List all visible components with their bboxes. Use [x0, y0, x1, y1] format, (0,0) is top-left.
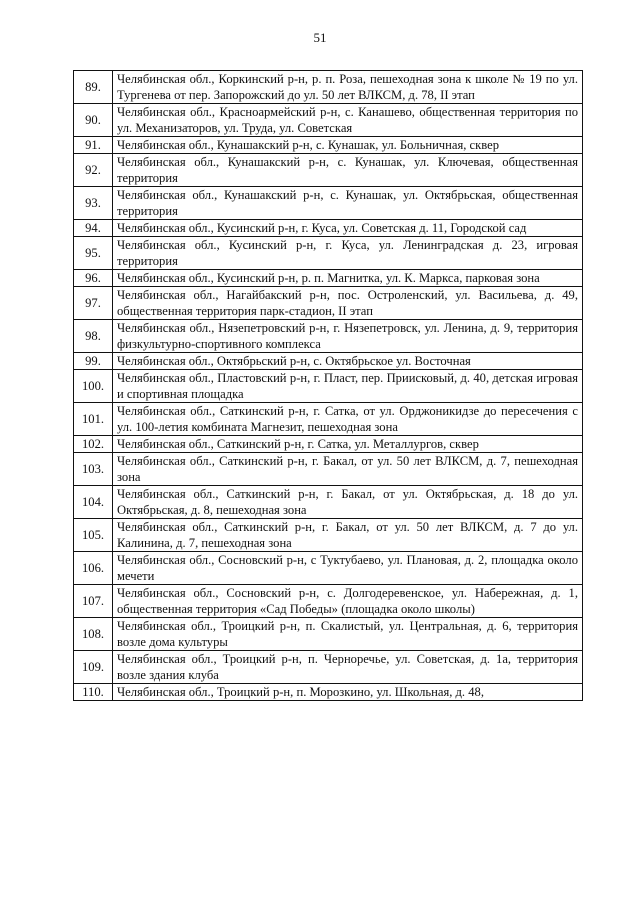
table-row [74, 237, 583, 270]
row-address: Челябинская обл., Саткинский р-н, г. Сатка, ул. Металлургов, сквер [113, 436, 583, 453]
row-number: 106. [74, 552, 113, 585]
table-row [74, 187, 583, 220]
table-row [74, 220, 583, 237]
territory-list-table [73, 70, 583, 701]
row-number: 100. [74, 370, 113, 403]
row-number: 92. [74, 154, 113, 187]
row-address: Челябинская обл., Кунашакский р-н, с. Кунашак, ул. Ключевая, общественная территория [113, 154, 583, 187]
table-row [74, 618, 583, 651]
table-row [74, 370, 583, 403]
table-row [74, 651, 583, 684]
row-number: 94. [74, 220, 113, 237]
row-address: Челябинская обл., Троицкий р-н, п. Скалистый, ул. Центральная, д. 6, территория возле дома культуры [113, 618, 583, 651]
row-number: 103. [74, 453, 113, 486]
table-row [74, 453, 583, 486]
row-address: Челябинская обл., Саткинский р-н, г. Бакал, от ул. 50 лет ВЛКСМ, д. 7 до ул. Калинина, д. 7, пешеходная зона [113, 519, 583, 552]
table-row [74, 71, 583, 104]
row-address: Челябинская обл., Нязепетровский р-н, г. Нязепетровск, ул. Ленина, д. 9, территория физкультурно-спортивного комплекса [113, 320, 583, 353]
table-row [74, 436, 583, 453]
table-row [74, 287, 583, 320]
table-row [74, 403, 583, 436]
table-row [74, 154, 583, 187]
row-address: Челябинская обл., Октябрьский р-н, с. Октябрьское ул. Восточная [113, 353, 583, 370]
table-row [74, 270, 583, 287]
row-number: 90. [74, 104, 113, 137]
table-row [74, 137, 583, 154]
row-address: Челябинская обл., Саткинский р-н, г. Бакал, от ул. Октябрьская, д. 18 до ул. Октябрьская, д. 8, пешеходная зона [113, 486, 583, 519]
row-address: Челябинская обл., Кунашакский р-н, с. Кунашак, ул. Больничная, сквер [113, 137, 583, 154]
row-number: 110. [74, 684, 113, 701]
row-number: 98. [74, 320, 113, 353]
row-number: 102. [74, 436, 113, 453]
row-number: 91. [74, 137, 113, 154]
row-number: 108. [74, 618, 113, 651]
table-row [74, 486, 583, 519]
row-address: Челябинская обл., Пластовский р-н, г. Пласт, пер. Приисковый, д. 40, детская игровая и спортивная площадка [113, 370, 583, 403]
table-row [74, 585, 583, 618]
page-number: 51 [313, 30, 327, 45]
table-row [74, 684, 583, 701]
table-row [74, 519, 583, 552]
row-address: Челябинская обл., Нагайбакский р-н, пос. Остроленский, ул. Васильева, д. 49, общественная территория парк-стадион, II этап [113, 287, 583, 320]
table-row [74, 104, 583, 137]
row-address: Челябинская обл., Кусинский р-н, г. Куса, ул. Ленинградская д. 23, игровая территория [113, 237, 583, 270]
row-address: Челябинская обл., Красноармейский р-н, с. Канашево, общественная территория по ул. Механизаторов, ул. Труда, ул. Советская [113, 104, 583, 137]
row-address: Челябинская обл., Троицкий р-н, п. Морозкино, ул. Школьная, д. 48, [113, 684, 583, 701]
table-row [74, 552, 583, 585]
table-row [74, 353, 583, 370]
row-number: 105. [74, 519, 113, 552]
row-address: Челябинская обл., Коркинский р-н, р. п. Роза, пешеходная зона к школе № 19 по ул. Тургенева от пер. Запорожский до ул. 50 лет ВЛКСМ, д. 78, II этап [113, 71, 583, 104]
row-address: Челябинская обл., Кусинский р-н, р. п. Магнитка, ул. К. Маркса, парковая зона [113, 270, 583, 287]
row-number: 89. [74, 71, 113, 104]
row-number: 101. [74, 403, 113, 436]
row-number: 97. [74, 287, 113, 320]
row-number: 96. [74, 270, 113, 287]
row-address: Челябинская обл., Троицкий р-н, п. Черноречье, ул. Советская, д. 1а, территория возле здания клуба [113, 651, 583, 684]
row-number: 93. [74, 187, 113, 220]
row-number: 109. [74, 651, 113, 684]
table-row [74, 320, 583, 353]
row-number: 99. [74, 353, 113, 370]
row-number: 95. [74, 237, 113, 270]
row-address: Челябинская обл., Саткинский р-н, г. Сатка, от ул. Орджоникидзе до пересечения с ул. 100-летия комбината Магнезит, пешеходная зона [113, 403, 583, 436]
row-address: Челябинская обл., Сосновский р-н, с Туктубаево, ул. Плановая, д. 2, площадка около мечети [113, 552, 583, 585]
row-number: 107. [74, 585, 113, 618]
row-address: Челябинская обл., Кунашакский р-н, с. Кунашак, ул. Октябрьская, общественная территория [113, 187, 583, 220]
row-address: Челябинская обл., Саткинский р-н, г. Бакал, от ул. 50 лет ВЛКСМ, д. 7, пешеходная зона [113, 453, 583, 486]
row-address: Челябинская обл., Сосновский р-н, с. Долгодеревенское, ул. Набережная, д. 1, общественная территория «Сад Победы» (площадка около школы) [113, 585, 583, 618]
row-address: Челябинская обл., Кусинский р-н, г. Куса, ул. Советская д. 11, Городской сад [113, 220, 583, 237]
row-number: 104. [74, 486, 113, 519]
